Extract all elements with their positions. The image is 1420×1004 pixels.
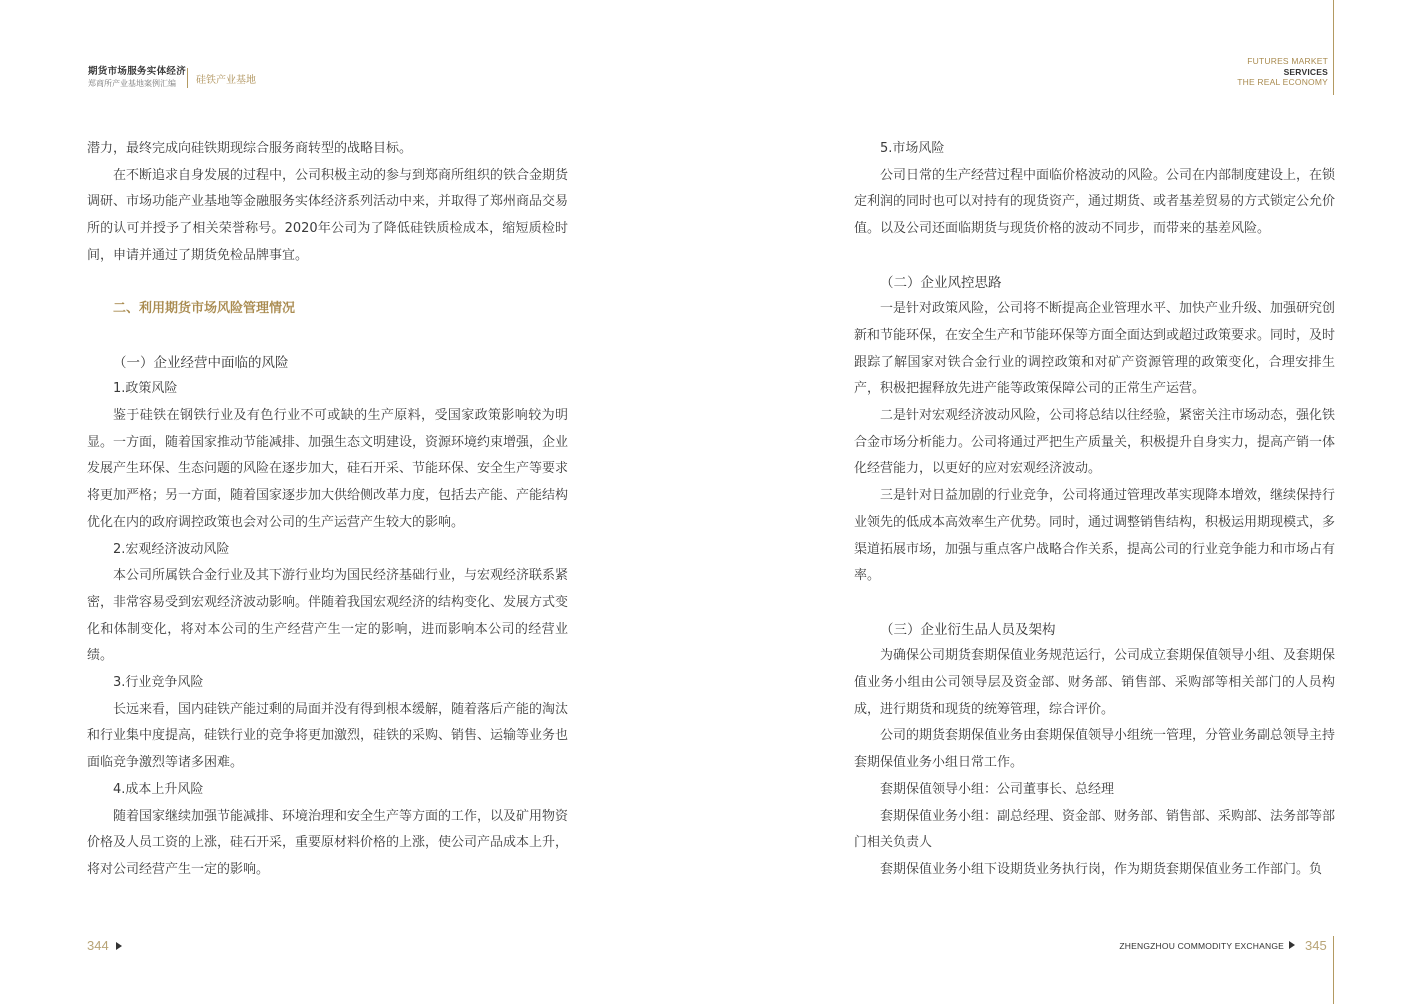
- paragraph: 三是针对日益加剧的行业竞争，公司将通过管理改革实现降本增效，继续保持行业领先的低成本高效率生产优势。同时，通过调整销售结构，积极运用期现模式，多渠道拓展市场，加强与重点客户战略合作关系，提高公司的行业竞争能力和市场占有率。: [854, 488, 1336, 584]
- triangle-right-icon: [116, 942, 122, 950]
- paragraph: 为确保公司期货套期保值业务规范运行，公司成立套期保值领导小组、及套期保值业务小组由公司领导层及资金部、财务部、销售部、采购部等相关部门的人员构成，进行期货和现货的统筹管理，综合评价。: [854, 648, 1336, 717]
- spacer: [87, 323, 568, 350]
- paragraph: 本公司所属铁合金行业及其下游行业均为国民经济基础行业，与宏观经济联系紧密，非常容易受到宏观经济波动影响。伴随着我国宏观经济的结构变化、发展方式变化和体制变化，将对本公司的生产经营产生一定的影响，进而影响本公司的经营业绩。: [87, 568, 569, 664]
- risk-title: 5.市场风险: [880, 141, 945, 156]
- paragraph: 潜力，最终完成向硅铁期现综合服务商转型的战略目标。: [87, 141, 413, 156]
- paragraph: 二是针对宏观经济波动风险，公司将总结以往经验，紧密关注市场动态，强化铁合金市场分析能力。公司将通过严把生产质量关，积极提升自身实力，提高产销一体化经营能力，以更好的应对宏观经济波动。: [854, 408, 1336, 477]
- paragraph: 随着国家继续加强节能减排、环境治理和安全生产等方面的工作，以及矿用物资价格及人员工资的上涨，硅石开采，重要原材料价格的上涨，使公司产品成本上升，将对公司经营产生一定的影响。: [87, 808, 569, 877]
- paragraph: 一是针对政策风险，公司将不断提高企业管理水平、加快产业升级、加强研究创新和节能环保，在安全生产和节能环保等方面全面达到或超过政策要求。同时，及时跟踪了解国家对铁合金行业的调控政策和对矿产资源管理的政策变化，合理安排生产，积极把握释放先进产能等政策保障公司的正常生产运营。: [854, 301, 1336, 397]
- paragraph: 套期保值领导小组：公司董事长、总经理: [880, 781, 1115, 797]
- triangle-right-icon: [1289, 941, 1295, 949]
- tagline-line-2: SERVICES: [1283, 66, 1328, 77]
- spacer: [854, 243, 1335, 270]
- footer-right-rule: [1333, 936, 1334, 1004]
- paragraph: 公司的期货套期保值业务由套期保值领导小组统一管理，分管业务副总领导主持套期保值业务小组日常工作。: [854, 728, 1336, 771]
- paragraph: 套期保值业务小组：副总经理、资金部、财务部、销售部、采购部、法务部等部门相关负责人: [854, 808, 1336, 851]
- paragraph: 鉴于硅铁在钢铁行业及有色行业不可或缺的生产原料，受国家政策影响较为明显。一方面，随着国家推动节能减排、加强生态文明建设，资源环境约束增强，企业发展产生环保、生态问题的风险在逐步加大，硅石开采、节能环保、安全生产等要求将更加严格；另一方面，随着国家逐步加大供给侧改革力度，包括去产能、产能结构优化在内的政府调控政策也会对公司的生产运营产生较大的影响。: [87, 408, 569, 530]
- header-divider: [187, 68, 188, 88]
- paragraph: 长远来看，国内硅铁产能过剩的局面并没有得到根本缓解，随着落后产能的淘汰和行业集中度提高，硅铁行业的竞争将更加激烈，硅铁的采购、销售、运输等业务也面临竞争激烈等诸多困难。: [87, 701, 569, 771]
- paragraph: 在不断追求自身发展的过程中，公司积极主动的参与到郑商所组织的铁合金期货调研、市场功能产业基地等金融服务实体经济系列活动中来，并取得了郑州商品交易所的认可并授予了相关荣誉称号。2020年公司为了降低硅铁质检成本，缩短质检时间，申请并通过了期货免检品牌事宜。: [87, 167, 569, 263]
- right-column: [854, 136, 1335, 884]
- risk-title: 1.政策风险: [113, 381, 178, 397]
- tagline-line-1: FUTURES MARKET: [1247, 56, 1328, 66]
- tagline-line-3: THE REAL ECONOMY: [1237, 77, 1328, 87]
- left-column: [87, 136, 568, 884]
- paragraph: 套期保值业务小组下设期货业务执行岗，作为期货套期保值业务工作部门。负: [880, 861, 1323, 877]
- spacer: [87, 270, 568, 297]
- header-right-rule: [1333, 0, 1334, 95]
- header-tagline: [1237, 56, 1328, 88]
- risk-title: 4.成本上升风险: [113, 781, 204, 797]
- subsection-heading: （二）企业风控思路: [880, 274, 1002, 291]
- risk-title: 3.行业竞争风险: [113, 675, 204, 691]
- page-number-right: 345: [1305, 938, 1327, 953]
- section-heading: 二、利用期货市场风险管理情况: [113, 301, 296, 317]
- subsection-heading: （一）企业经营中面临的风险: [113, 354, 289, 371]
- footer-org-name: ZHENGZHOU COMMODITY EXCHANGE: [1119, 941, 1284, 951]
- section-label: 硅铁产业基地: [196, 75, 256, 86]
- series-subtitle: 郑商所产业基地案例汇编: [88, 79, 176, 88]
- paragraph: 公司日常的生产经营过程中面临价格波动的风险。公司在内部制度建设上，在锁定利润的同时也可以对持有的现货资产，通过期货、或者基差贸易的方式锁定公允价值。以及公司还面临期货与现货价格的波动不同步，而带来的基差风险。: [854, 167, 1336, 237]
- header-series: [88, 66, 186, 89]
- subsection-heading: （三）企业衍生品人员及架构: [880, 621, 1056, 638]
- page-number-left: 344: [87, 938, 109, 953]
- series-title: 期货市场服务实体经济: [88, 66, 187, 77]
- spacer: [854, 590, 1335, 617]
- risk-title: 2.宏观经济波动风险: [113, 541, 230, 557]
